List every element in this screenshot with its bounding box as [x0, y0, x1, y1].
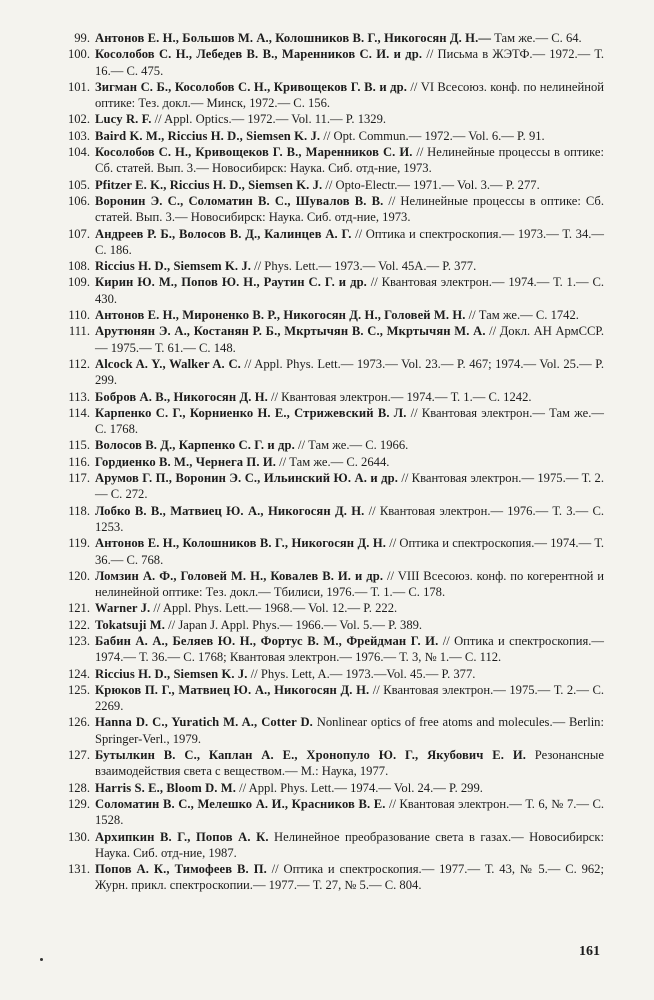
reference-source: // Appl. Phys. Lett.— 1968.— Vol. 12.— P. 222.	[150, 601, 398, 616]
reference-source: // Квантовая электрон.— Там же.— С. 1768.	[95, 405, 605, 437]
reference-authors: Арутюнян Э. А., Костанян Р. Б., Мкртычян В. С., Мкртычян М. А.	[95, 324, 486, 339]
reference-number: 110.	[68, 308, 90, 323]
reference-source: // Appl. Phys. Lett.— 1973.— Vol. 23.— P. 467; 1974.— Vol. 25.— P. 299.	[95, 356, 604, 388]
reference-number: 128.	[67, 780, 90, 795]
reference-authors: Андреев Р. Б., Волосов В. Д., Калинцев А. Г.	[95, 226, 352, 241]
reference-authors: Антонов Е. Н., Мироненко В. Р., Никогосян Д. Н., Головей М. Н.	[95, 308, 466, 323]
print-dot	[40, 958, 43, 961]
reference-number: 124.	[67, 666, 90, 681]
reference-source: // Квантовая электрон.— 1975.— Т. 2.— С. 2269.	[95, 682, 604, 714]
reference-source: // Письма в ЖЭТФ.— 1972.— Т. 16.— С. 475.	[95, 47, 604, 78]
reference-entry	[54, 144, 604, 177]
reference-authors: Harris S. E., Bloom D. M.	[95, 780, 237, 795]
reference-number: 122.	[67, 617, 90, 632]
reference-authors: Крюков П. Г., Матвиец Ю. А., Никогосян Д. Н.	[95, 682, 370, 697]
reference-entry	[54, 796, 604, 829]
reference-authors: Карпенко С. Г., Корниенко Н. Е., Стрижевский В. Л.	[95, 405, 407, 420]
reference-entry	[54, 405, 604, 438]
reference-entry	[54, 177, 604, 193]
reference-entry	[54, 829, 604, 862]
reference-entry	[54, 274, 604, 307]
reference-number: 130.	[67, 829, 90, 844]
reference-source: // Japan J. Appl. Phys.— 1966.— Vol. 5.— P. 389.	[165, 617, 423, 632]
reference-number: 102.	[67, 112, 90, 127]
reference-entry	[54, 780, 604, 796]
reference-source: // Оптика и спектроскопия.— 1973.— Т. 34.— С. 186.	[95, 226, 604, 257]
reference-source: // Там же.— С. 1966.	[294, 438, 409, 453]
reference-source: // VIII Всесоюз. конф. по когерентной и нелинейной оптике: Тез. докл.— Тбилиси, 1976.— Т. 1.— С. 178.	[95, 568, 604, 600]
reference-entry	[54, 568, 604, 601]
reference-number: 123.	[67, 633, 90, 648]
reference-number: 105.	[67, 177, 90, 192]
reference-number: 127.	[67, 748, 90, 763]
reference-authors: Волосов В. Д., Карпенко С. Г. и др.	[95, 438, 295, 453]
reference-number: 99.	[74, 31, 90, 45]
reference-source: // Appl. Phys. Lett.— 1974.— Vol. 24.— P. 299.	[236, 780, 483, 795]
reference-number: 114.	[68, 405, 90, 420]
reference-number: 121.	[67, 601, 90, 616]
reference-authors: Warner J.	[95, 601, 151, 616]
reference-authors: Riccius H. D., Siemsen K. J.	[95, 666, 248, 681]
reference-number: 101.	[67, 79, 90, 94]
reference-source: Nonlinear optics of free atoms and molecules.— Berlin: Springer-Verl., 1979.	[95, 715, 604, 746]
reference-source: // Opt. Commun.— 1972.— Vol. 6.— P. 91.	[320, 128, 545, 143]
reference-number: 111.	[68, 324, 90, 339]
page-number: 161	[579, 944, 600, 959]
reference-list	[54, 30, 604, 894]
reference-entry	[54, 861, 604, 894]
reference-authors: Косолобов С. Н., Кривощеков Г. В., Маренников С. И.	[95, 145, 413, 160]
reference-number: 109.	[67, 275, 90, 290]
reference-authors: Кирин Ю. М., Попов Ю. Н., Раутин С. Г. и др.	[95, 275, 367, 290]
reference-source: // Оптика и спектроскопия.— 1977.— Т. 43, № 5.— С. 962; Журн. прикл. спектроскопии.— 1977.— Т. 27, № 5.— С. 804.	[95, 862, 604, 893]
reference-authors: Арумов Г. П., Воронин Э. С., Ильинский Ю. А. и др.	[95, 471, 399, 486]
reference-number: 131.	[67, 862, 90, 877]
reference-authors: Hanna D. C., Yuratich M. A., Cotter D.	[95, 715, 313, 730]
reference-authors: Lucy R. F.	[95, 112, 152, 127]
reference-source: // Оптика и спектроскопия.— 1974.— Т. 36.— С. 1768; Квантовая электрон.— 1976.— Т. 3, № 1.— С. 112.	[95, 633, 604, 665]
reference-number: 115.	[68, 438, 90, 453]
reference-authors: Бутылкин В. С., Каплан А. Е., Хронопуло Ю. Г., Якубович Е. И.	[95, 748, 527, 763]
reference-source: // Opto-Electr.— 1971.— Vol. 3.— P. 277.	[322, 177, 540, 192]
reference-source: // Квантовая электрон.— 1975.— Т. 2.— С. 272.	[95, 471, 605, 502]
reference-source: // Там же.— С. 1742.	[465, 308, 579, 323]
reference-entry	[54, 258, 604, 274]
reference-source: // Квантовая электрон.— 1976.— Т. 3.— С. 1253.	[95, 503, 604, 534]
reference-entry	[54, 633, 604, 666]
reference-source: // Phys. Lett.— 1973.— Vol. 45A.— P. 377.	[251, 259, 477, 274]
reference-entry	[54, 356, 604, 389]
reference-entry	[54, 111, 604, 127]
reference-authors: Baird K. M., Riccius H. D., Siemsen K. J.	[95, 128, 321, 143]
reference-source: // Нелинейные процессы в оптике: Сб. статей. Вып. 3.— Новосибирск: Наука. Сиб. отд-ние, 1973.	[95, 145, 605, 176]
reference-source: Нелинейное преобразование света в газах.— Новосибирск: Наука. Сиб. отд-ние, 1987.	[95, 829, 604, 860]
reference-authors: Попов А. К., Тимофеев В. П.	[95, 862, 267, 877]
reference-source: // Оптика и спектроскопия.— 1974.— Т. 36.— С. 768.	[95, 536, 604, 567]
reference-source: // Там же.— С. 2644.	[275, 454, 390, 469]
reference-entry	[54, 503, 604, 536]
reference-authors: Alcock A. Y., Walker A. C.	[95, 356, 241, 371]
reference-number: 112.	[68, 356, 90, 371]
reference-authors: Соломатин В. С., Мелешко А. И., Красников В. Е.	[95, 796, 386, 811]
reference-authors: Зигман С. Б., Косолобов С. Н., Кривощеков Г. В. и др.	[95, 79, 408, 94]
reference-entry	[54, 79, 604, 112]
reference-authors: Riccius H. D., Siemsem K. J.	[95, 259, 252, 274]
reference-number: 113.	[68, 389, 90, 404]
reference-entry	[54, 617, 604, 633]
reference-entry	[54, 46, 604, 79]
reference-entry	[54, 682, 604, 715]
reference-authors: Tokatsuji M.	[95, 617, 166, 632]
reference-source: Резонансные взаимодействия света с веществом.— М.: Наука, 1977.	[95, 748, 604, 779]
reference-authors: Лобко В. В., Матвиец Ю. А., Никогосян Д. Н.	[95, 503, 365, 518]
reference-entry	[54, 389, 604, 405]
reference-entry	[54, 193, 604, 226]
reference-authors: Антонов Е. Н., Колошников В. Г., Никогосян Д. Н.	[95, 536, 386, 551]
reference-number: 125.	[67, 682, 90, 697]
reference-number: 117.	[68, 471, 90, 486]
reference-authors: Гордиенко В. М., Чернега П. И.	[95, 454, 276, 469]
reference-authors: Архипкин В. Г., Попов А. К.	[95, 829, 269, 844]
reference-source: // Докл. АН АрмССР.— 1975.— Т. 61.— С. 148.	[95, 324, 604, 355]
reference-entry	[54, 470, 604, 503]
reference-source: Там же.— С. 64.	[491, 31, 582, 45]
reference-number: 129.	[67, 796, 90, 811]
reference-entry	[54, 128, 604, 144]
reference-authors: Антонов Е. Н., Большов М. А., Колошников В. Г., Никогосян Д. Н.—	[95, 31, 492, 45]
reference-source: // Appl. Optics.— 1972.— Vol. 11.— P. 1329.	[151, 112, 387, 127]
reference-number: 119.	[68, 536, 90, 551]
reference-authors: Бабин А. А., Беляев Ю. Н., Фортус В. М., Фрейдман Г. И.	[95, 633, 439, 648]
reference-number: 108.	[67, 259, 90, 274]
reference-entry	[54, 714, 604, 747]
reference-entry	[54, 307, 604, 323]
reference-entry	[54, 535, 604, 568]
reference-authors: Pfitzer E. K., Riccius H. D., Siemsen K. J.	[95, 177, 323, 192]
reference-number: 107.	[67, 226, 90, 241]
reference-number: 116.	[68, 454, 90, 469]
reference-authors: Бобров А. В., Никогосян Д. Н.	[95, 389, 268, 404]
reference-number: 103.	[67, 128, 90, 143]
reference-source: // Квантовая электрон.— Т. 6, № 7.— С. 1528.	[95, 796, 605, 828]
reference-authors: Воронин Э. С., Соломатин В. С., Шувалов В. В.	[95, 193, 384, 208]
reference-source: // Нелинейные процессы в оптике: Сб. статей. Вып. 3.— Новосибирск: Наука. Сиб. отд-ние, 1973.	[95, 193, 604, 225]
reference-source: // Phys. Lett, A.— 1973.—Vol. 45.— P. 377.	[247, 666, 476, 681]
reference-entry	[54, 600, 604, 616]
reference-number: 118.	[68, 503, 90, 518]
reference-entry	[54, 30, 604, 46]
reference-number: 106.	[67, 193, 90, 208]
reference-entry	[54, 437, 604, 453]
reference-number: 100.	[67, 47, 90, 62]
reference-number: 104.	[67, 145, 90, 160]
reference-entry	[54, 454, 604, 470]
reference-number: 126.	[67, 715, 90, 730]
reference-source: // Квантовая электрон.— 1974.— Т. 1.— С. 430.	[95, 275, 604, 306]
reference-source: // Квантовая электрон.— 1974.— Т. 1.— С. 1242.	[267, 389, 532, 404]
reference-entry	[54, 747, 604, 780]
reference-entry	[54, 323, 604, 356]
reference-entry	[54, 666, 604, 682]
reference-authors: Косолобов С. Н., Лебедев В. В., Маренников С. И. и др.	[95, 47, 423, 62]
reference-entry	[54, 226, 604, 259]
reference-number: 120.	[67, 568, 90, 583]
reference-source: // VI Всесоюз. конф. по нелинейной оптике: Тез. докл.— Минск, 1972.— С. 156.	[95, 79, 605, 111]
reference-authors: Ломзин А. Ф., Головей М. Н., Ковалев В. И. и др.	[95, 568, 384, 583]
